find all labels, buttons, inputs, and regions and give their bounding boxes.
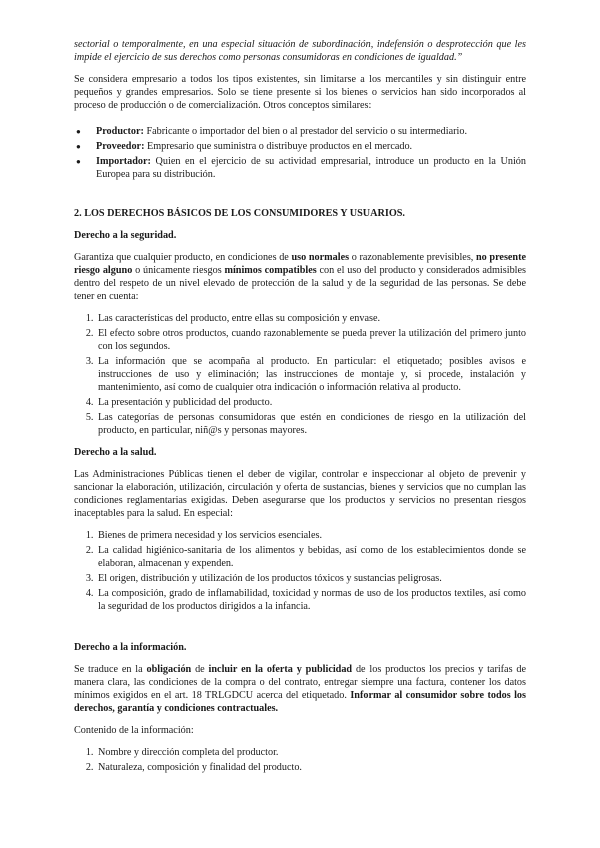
text-run: o únicamente riesgos — [132, 265, 225, 276]
text-run: de — [191, 664, 209, 675]
text-run: de los productos los precios y tarifas de manera clara, las condiciones de la compra o del contrato, entregar siempre una factura, contener los datos mínimos exigidos en el art. 18 TRLGDCU acerca del etiquetado. — [74, 664, 526, 701]
bullet-term: Importador: — [96, 156, 151, 167]
list-item: 1. Bienes de primera necesidad y los servicios esenciales. — [96, 529, 526, 542]
bold-run: Informar al consumidor sobre todos los derechos, garantía y condiciones contractuales. — [74, 690, 526, 714]
seguridad-list — [74, 312, 526, 437]
list-item: 4. La presentación y publicidad del producto. — [96, 396, 526, 409]
section-title: 2. LOS DERECHOS BÁSICOS DE LOS CONSUMIDORES Y USUARIOS. — [74, 208, 405, 219]
salud-paragraph: Las Administraciones Públicas tienen el deber de vigilar, controlar e inspeccionar al objeto de prevenir y sancionar la elaboración, utilización, circulación y oferta de sustancias, bienes y servicios que no cumplan las condiciones reglamentarias exigidas. Deben asegurarse que los productos y servicios no presentan riesgos inaceptables para la salud. En especial: — [74, 469, 526, 519]
list-item: 2. El efecto sobre otros productos, cuando razonablemente se pueda prever la utilización del primero junto con los segundos. — [96, 327, 526, 353]
text-run: o razonablemente previsibles, — [349, 252, 476, 263]
list-item — [96, 140, 526, 153]
list-item: 1. Las características del producto, entre ellas su composición y envase. — [96, 312, 526, 325]
informacion-paragraph — [74, 663, 526, 715]
heading-informacion: Derecho a la información. — [74, 642, 187, 653]
list-item — [96, 155, 526, 181]
bold-run: uso normales — [291, 252, 350, 263]
spacer — [74, 622, 526, 641]
list-item: 5. Las categorías de personas consumidoras que estén en condiciones de riesgo en la utilización del producto, en particular, niñ@s y personas mayores. — [96, 411, 526, 437]
bold-run: incluir en la oferta y publicidad — [208, 664, 353, 675]
heading-seguridad: Derecho a la seguridad. — [74, 230, 177, 241]
list-item — [96, 125, 526, 138]
bullet-list — [74, 125, 526, 181]
list-item: 1. Nombre y dirección completa del productor. — [96, 746, 526, 759]
bold-run: mínimos compatibles — [224, 265, 317, 276]
bold-run: no presente riesgo alguno — [74, 252, 527, 276]
bullet-text: Fabricante o importador del bien o al prestador del servicio o su intermediario. — [143, 126, 467, 137]
seguridad-paragraph — [74, 251, 526, 303]
text-run: Se traduce en la — [74, 664, 147, 675]
list-item: 2. Naturaleza, composición y finalidad del producto. — [96, 761, 526, 774]
bold-run: obligación — [146, 664, 192, 675]
list-item: 3. La información que se acompaña al producto. En particular: el etiquetado; posibles avisos e instrucciones de uso y eliminación; las instrucciones de montaje y, si procede, instalación y mantenimiento, así como de cualquier otra indicación o información relativa al producto. — [96, 355, 526, 394]
informacion-list — [74, 746, 526, 774]
heading-salud: Derecho a la salud. — [74, 447, 157, 458]
list-item: 2. La calidad higiénico-sanitaria de los alimentos y bebidas, así como de los establecimientos donde se elaboran, almacenan y expenden. — [96, 544, 526, 570]
text-run: Garantiza que cualquier producto, en condiciones de — [74, 252, 292, 263]
quote-paragraph: sectorial o temporalmente, en una especial situación de subordinación, indefensión o desprotección que les impide el ejercicio de sus derechos como personas consumidoras en condiciones de igualdad.” — [74, 39, 526, 63]
list-item: 4. La composición, grado de inflamabilidad, toxicidad y normas de uso de los productos textiles, así como la seguridad de los productos dirigidos a la infancia. — [96, 587, 526, 613]
salud-list — [74, 529, 526, 613]
text-run: con el uso del producto y considerados admisibles dentro del respeto de un nivel elevado de protección de la salud y de la seguridad de las personas. Se debe tener en cuenta: — [74, 265, 526, 302]
list-item: 3. El origen, distribución y utilización de los productos tóxicos y sustancias peligrosas. — [96, 572, 526, 585]
bullet-text: Empresario que suministra o distribuye productos en el mercado. — [144, 141, 413, 152]
contenido-label: Contenido de la información: — [74, 725, 194, 736]
bullet-text: Quien en el ejercicio de su actividad empresarial, introduce un producto en la Unión Europea para su distribución. — [96, 156, 526, 180]
bullet-term: Proveedor: — [96, 141, 145, 152]
bullet-term: Productor: — [96, 126, 144, 137]
empresario-paragraph: Se considera empresario a todos los tipos existentes, sin limitarse a los mercantiles y sin distinguir entre pequeños y grandes empresarios. Solo se tiene presente si los bienes o servicios han sido incorporados al proceso de producción o de comercialización. Otros conceptos similares: — [74, 74, 526, 111]
